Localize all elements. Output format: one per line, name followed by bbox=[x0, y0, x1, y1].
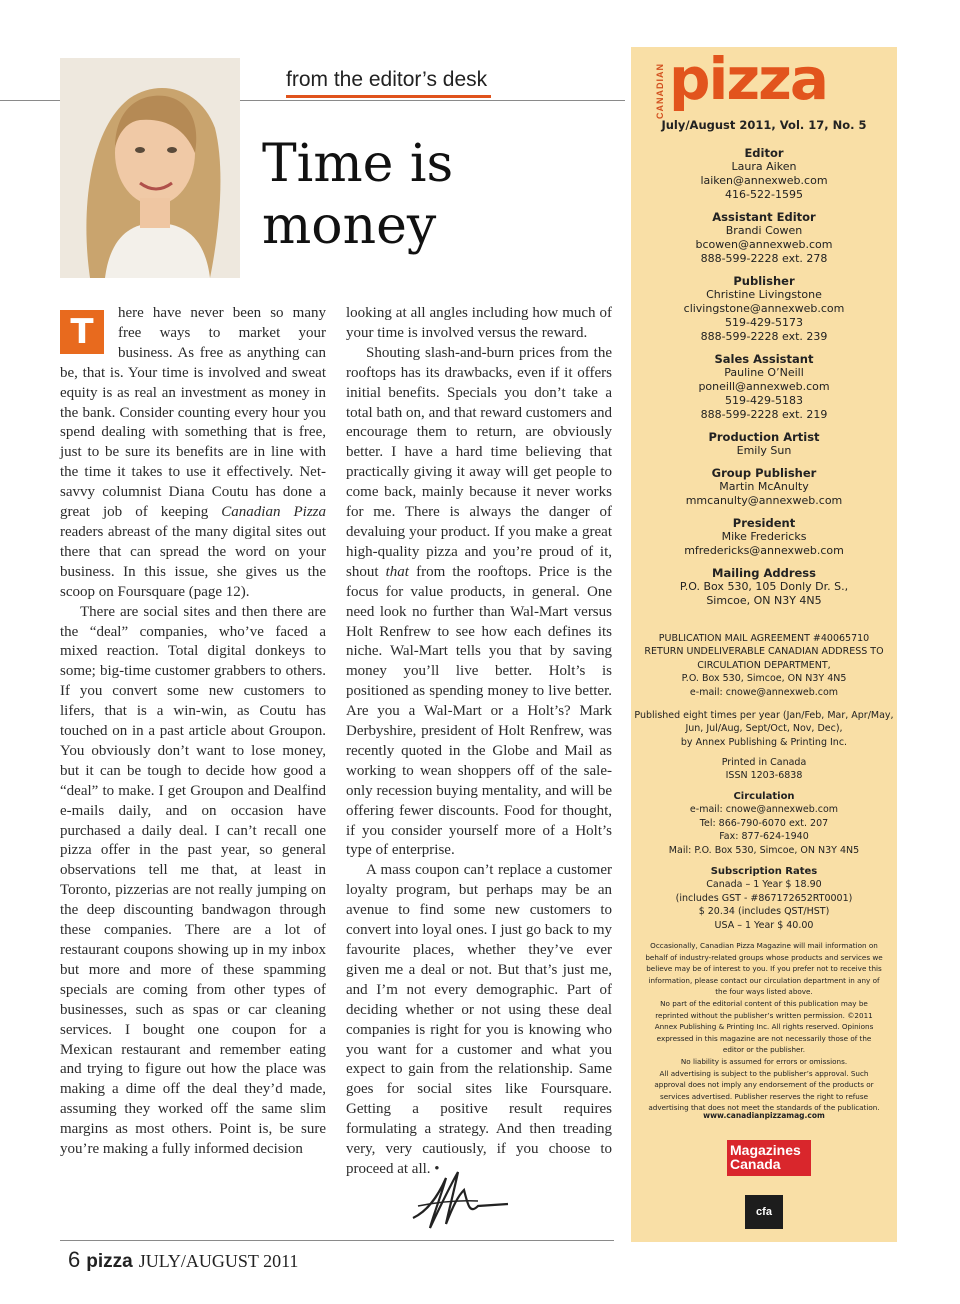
circulation-info: Circulation e-mail: cnowe@annexweb.com Tel: 866-790-6070 ext. 207 Fax: 877-624-1940 Mail: P.O. Box 530, Simcoe, ON N3Y 4N5 bbox=[668, 791, 860, 856]
footer-magazine-name: pizza bbox=[86, 1251, 133, 1272]
staff-group: Production Artist Emily Sun bbox=[631, 430, 897, 458]
section-title: from the editor’s desk bbox=[286, 68, 488, 91]
drop-cap: T bbox=[60, 310, 104, 354]
staff-group: Group Publisher Martin McAnulty mmcanulty@annexweb.com bbox=[631, 466, 897, 508]
staff-role: Production Artist bbox=[708, 430, 820, 444]
editor-photo bbox=[60, 58, 240, 278]
page-number: 6 bbox=[68, 1247, 81, 1272]
article-paragraph: There are social sites and then there are the “deal” companies, who’ve faced a mixed reaction. Total digital donkeys to some; big-time customer grabbers to others. If you convert some new customers to lifers, that is a win-win, as Coutu has touched on in a past article about Groupon. You obviously don’t want to lose money, but it can be tough to decide how good a “deal” to make. I get Groupon and Dealfind e-mails daily, and on occasion have purchased a daily deal. I can’t recall one pizza offer in the past year, so general observations tell me that, at least in Toronto, pizzerias are not really jumping on the deep discounting bandwagon through these companies. There are a lot of restaurant coupons showing up in my inbox but more and more of these spamming specials are coming from other types of businesses, such as spas or car cleaning services. I bought one coupon for a Mexican restaurant and remember eating and trying to figure out how the place was making a dime off the deal they’d made, assuming they worked off the same slim margins as most others. Point is, be sure you’re making a fully informed decision bbox=[60, 603, 326, 1158]
website-link[interactable]: www.canadianpizzamag.com bbox=[703, 1111, 825, 1120]
publication-agreement: PUBLICATION MAIL AGREEMENT #40065710 RETURN UNDELIVERABLE CANADIAN ADDRESS TO CIRCULATION DEPARTMENT, P.O. Box 530, Simcoe, ON N3Y 4N5 e-mail: cnowe@annexweb.com bbox=[644, 633, 884, 698]
signature-icon bbox=[408, 1166, 513, 1236]
staff-group: President Mike Fredericks mfredericks@annexweb.com bbox=[631, 516, 897, 558]
article-column-2 bbox=[346, 304, 612, 1180]
staff-group: Assistant Editor Brandi Cowen bcowen@annexweb.com 888-599-2228 ext. 278 bbox=[631, 210, 897, 266]
publishing-schedule: Published eight times per year (Jan/Feb, Mar, Apr/May, Jun, Jul/Aug, Sept/Oct, Nov, Dec), by Annex Publishing & Printing Inc. bbox=[634, 710, 894, 748]
staff-group: Mailing Address P.O. Box 530, 105 Donly Dr. S., Simcoe, ON N3Y 4N5 bbox=[631, 566, 897, 608]
headline-line-2: money bbox=[262, 196, 437, 256]
printed-info: Printed in Canada ISSN 1203-6838 bbox=[721, 757, 807, 782]
footer-issue: JULY/AUGUST 2011 bbox=[138, 1251, 299, 1271]
logo-pizza-text: pizza bbox=[669, 45, 828, 113]
masthead-panel bbox=[631, 47, 897, 1242]
staff-group: Editor Laura Aiken laiken@annexweb.com 416-522-1595 bbox=[631, 146, 897, 202]
editor-signature bbox=[408, 1166, 513, 1241]
staff-role: Assistant Editor bbox=[712, 210, 816, 224]
subscription-rates: Subscription Rates Canada – 1 Year $ 18.90 (includes GST - #867172652RT0001) $ 20.34 (includes QST/HST) USA – 1 Year $ 40.00 bbox=[675, 866, 853, 931]
article-paragraph: looking at all angles including how much of your time is involved versus the reward. bbox=[346, 305, 612, 341]
issue-info: July/August 2011, Vol. 17, No. 5 bbox=[661, 118, 867, 132]
editor-portrait-image bbox=[60, 58, 240, 278]
staff-role: Editor bbox=[744, 146, 784, 160]
magazines-canada-logo: Magazines Canada bbox=[727, 1140, 811, 1176]
page-footer bbox=[68, 1247, 298, 1273]
staff-role: Mailing Address bbox=[712, 566, 816, 580]
headline-line-1: Time is bbox=[262, 134, 454, 194]
staff-group: Sales Assistant Pauline O’Neill poneill@annexweb.com 519-429-5183 888-599-2228 ext. 219 bbox=[631, 352, 897, 422]
footer-rule bbox=[60, 1240, 614, 1241]
article-paragraph: T here have never been so many free ways to market your business. As free as anything can be, that is. Your time is involved and sweat equity is as real an investment as money in the bank. Consider counting every hour you spend dealing with something that is free, just to be sure its benefits are in line with the time it takes to use it effectively. Net-savvy columnist Diana Coutu has done a great job of keeping Canadian Pizza readers abreast of the many digital sites out there that can spread the word on your business. In this issue, she gives us the scoop on Foursquare (page 12). bbox=[60, 305, 327, 600]
staff-list bbox=[631, 146, 897, 616]
canadian-pizza-logo bbox=[655, 45, 889, 119]
article-paragraph: A mass coupon can’t replace a customer loyalty program, but perhaps may be an avenue to find some new customers to convert into loyal ones. I just go back to my favourite places, whether they’ve ever given me a deal or not. But that’s just me, and I’m not every demographic. Part of deciding whether or not using these deal companies is right for you is knowing who you want for a customer and what you expect to gain from the relationship. Same goes for social sites like Foursquare. Getting a positive result requires formulating a strategy. And then treading very, very cautiously, if you choose to proceed at all. • bbox=[346, 862, 612, 1177]
staff-role: President bbox=[732, 516, 796, 530]
staff-group: Publisher Christine Livingstone clivingstone@annexweb.com 519-429-5173 888-599-2228 ext. 239 bbox=[631, 274, 897, 344]
article-column-1 bbox=[60, 304, 326, 1160]
logo-canadian-text: CANADIAN bbox=[655, 63, 665, 119]
section-underline bbox=[286, 95, 491, 98]
staff-role: Group Publisher bbox=[711, 466, 817, 480]
article-paragraph: Shouting slash-and-burn prices from the rooftops has its drawbacks, even if it offers initial benefits. Specials you don’t take a total bath on, and that reward customers and encourage them to return, are obviously better. I have a hard time believing that practically giving it away will get people to come back, mainly because it never works for me. There is always the danger of devaluing your product. If you make a great high-quality pizza and you’re proud of it, shout that from the rooftops. Price is the focus for value products, in general. One need look no further than Wal-Mart versus Holt Renfrew to see how each defines its niche. Wal-Mart tells you that by saving money you’ll live better. Holt’s is positioned as spending money to live better. Are you a Wal-Mart or a Holt’s? Mark Derbyshire, president of Holt Renfrew, was recently quoted in the Globe and Mail as working to wean shoppers off of the sale-only recession buying mentality, and will be offering fewer discounts. Food for thought, if you consider yourself more of a Holt’s type of enterprise. bbox=[346, 344, 612, 859]
staff-role: Publisher bbox=[733, 274, 795, 288]
staff-role: Sales Assistant bbox=[714, 352, 814, 366]
fine-print: Occasionally, Canadian Pizza Magazine will mail information on behalf of industry-related groups whose products and services we believe may be of interest to you. If you prefer not to receive this information, please contact our circulation department in any of the four ways listed above. No part of the editorial content of this publication may be reprinted without the publisher’s written permission. ©2011 Annex Publishing & Printing Inc. All rights reserved. Opinions expressed in this magazine are not necessarily those of the editor or the publisher. No liability is assumed for errors or omissions. All advertising is subject to the publisher’s approval. Such approval does not imply any endorsement of the products or services advertised. Publisher reserves the right to refuse advertising that does not meet the standards of the publication. bbox=[645, 941, 883, 1113]
headline bbox=[262, 133, 453, 257]
cfa-logo: cfa bbox=[745, 1195, 783, 1229]
